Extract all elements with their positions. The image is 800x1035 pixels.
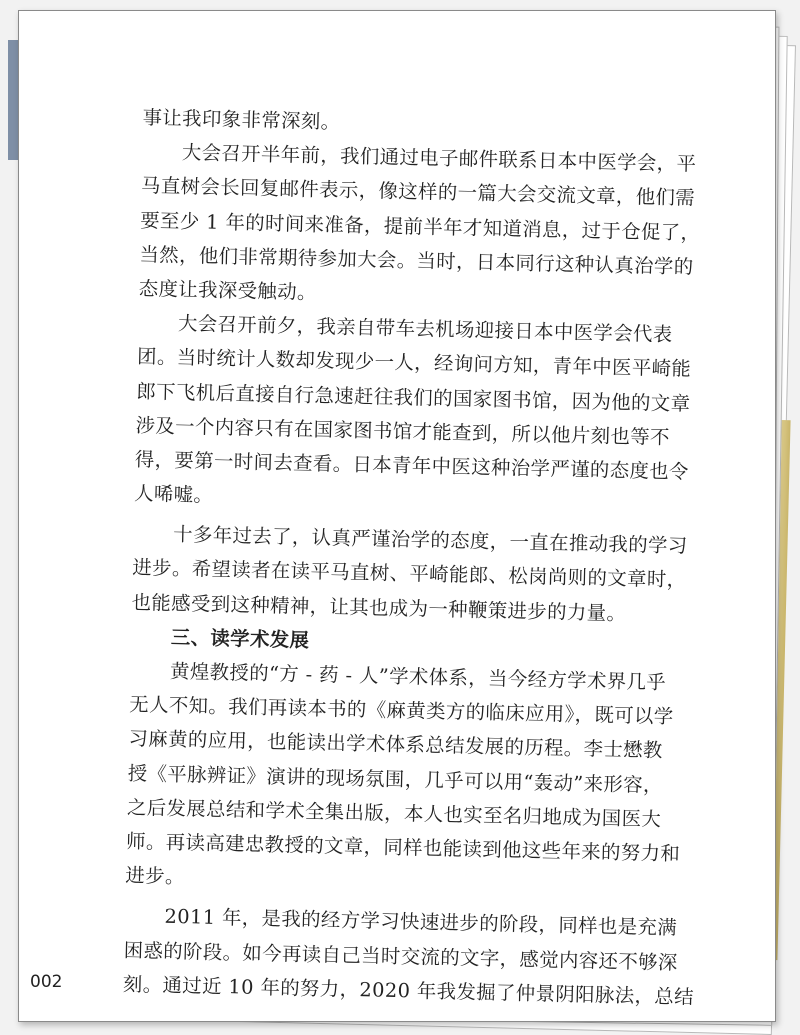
text-line: 团。当时统计人数却发现少一人，经询问方知，青年中医平崎能 [136, 345, 692, 381]
text-line: 之后发展总结和学术全集出版，本人也实至名归地成为国医大 [126, 795, 662, 831]
text-line: 郎下飞机后直接自行急速赶往我们的国家图书馆，因为他的文章 [136, 379, 691, 415]
text-line: 黄煌教授的“方 - 药 - 人”学术体系，当今经方学术界几乎 [169, 659, 667, 695]
text-line: 要至少 1 年的时间来准备，提前半年才知道消息，过于仓促了， [140, 208, 701, 245]
text-line: 困惑的阶段。如今再读自己当时交流的文字，感觉内容还不够深 [123, 938, 678, 974]
text-line: 刻。通过近 10 年的努力，2020 年我发掘了仲景阴阳脉法，总结 [122, 972, 695, 1009]
text-line: 马直树会长回复邮件表示，像这样的一篇大会交流文章，他们需 [140, 174, 696, 210]
section-heading: 三、读学术发展 [170, 625, 310, 652]
text-line: 得，要第一时间去查看。日本青年中医这种治学严谨的态度也令 [134, 447, 690, 484]
page-body [123, 101, 703, 1014]
text-line: 进步。希望读者在读平马直树、平崎能郎、松岗尚则的文章时， [132, 556, 687, 592]
text-line: 十多年过去了，认真严谨治学的态度，一直在推动我的学习 [172, 523, 688, 558]
text-line: 无人不知。我们再读本书的《麻黄类方的临床应用》，既可以学 [129, 693, 674, 729]
text-line: 2011 年，是我的经方学习快速进步的阶段，同样也是充满 [164, 905, 678, 940]
text-line: 进步。 [125, 863, 186, 889]
page-number: 002 [30, 972, 63, 992]
text-line: 大会召开前夕，我亲自带车去机场迎接日本中医学会代表 [177, 311, 673, 347]
background-book-edge [8, 40, 18, 160]
text-line: 事让我印象非常深刻。 [142, 105, 341, 134]
text-line: 态度让我深受触动。 [138, 276, 318, 304]
text-line: 师。再读高建忠教授的文章，同样也能读到他这些年来的努力和 [125, 829, 681, 866]
text-line: 习麻黄的应用，也能读出学术体系总结发展的历程。李士懋教 [128, 727, 664, 763]
text-line: 人唏嘘。 [133, 481, 214, 507]
text-line: 也能感受到这种精神，让其也成为一种鞭策进步的力量。 [131, 590, 627, 625]
text-line: 授《平脉辨证》演讲的现场氛围，几乎可以用“轰动”来形容， [127, 761, 664, 797]
text-line: 大会召开半年前，我们通过电子邮件联系日本中医学会，平 [181, 141, 697, 176]
text-line: 涉及一个内容只有在国家图书馆才能查到，所以他片刻也等不 [135, 413, 671, 449]
document-page [18, 10, 776, 1022]
text-line: 当然，他们非常期待参加大会。当时，日本同行这种认真治学的 [139, 242, 694, 279]
